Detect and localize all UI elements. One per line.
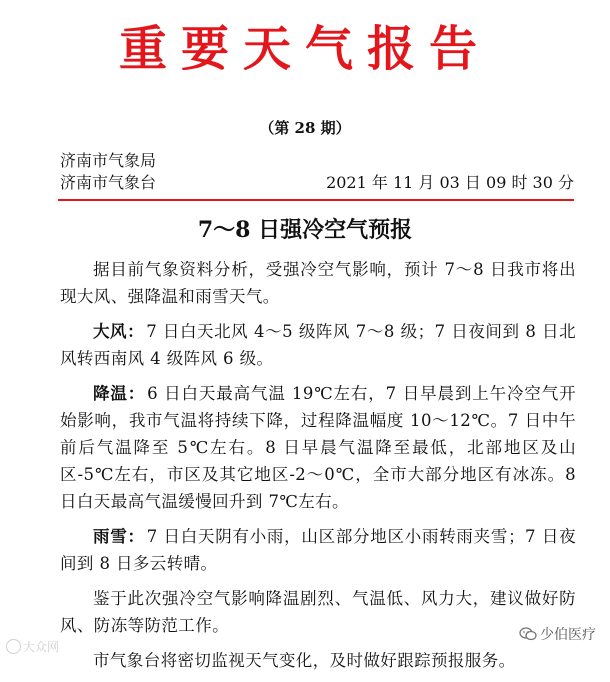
issue-datetime: 2021 年 11 月 03 日 09 时 30 分 [326, 173, 574, 192]
paragraph-wind [60, 318, 576, 372]
report-headline: 7～8 日强冷空气预报 [197, 217, 413, 243]
paragraph-tag-temperature: 降温： [93, 384, 146, 403]
paragraph-text: 市气象台将密切监视天气变化，及时做好跟踪预报服务。 [93, 651, 516, 670]
issuer-observatory: 济南市气象台 [60, 173, 157, 192]
paragraph-text: 6 日白天最高气温 19℃左右，7 日早晨到上午冷空气开始影响，我市气温将持续下降，过程降温幅度 10～12℃。7 日中午前后气温降至 5℃左右。8 日早晨气温降至最低，北部地区及山区-5℃左右，市区及其它地区-2～0℃，全市大部分地区有冰冻。8 日白天最高气温缓慢回升到 7℃左右。 [60, 384, 576, 511]
paragraph-summary [60, 256, 576, 310]
paragraph-advice [60, 585, 576, 639]
report-body [60, 256, 576, 682]
report-masthead-title: 重要天气报告 [118, 21, 491, 77]
red-divider-line [58, 199, 574, 201]
paragraph-tag-wind: 大风： [93, 322, 145, 341]
watermark-left [6, 638, 59, 655]
paragraph-tag-precipitation: 雨雪： [93, 527, 145, 546]
paragraph-temperature [60, 380, 576, 515]
watermark-right [515, 622, 600, 646]
paragraph-text: 7 日白天北风 4～5 级阵风 7～8 级；7 日夜间到 8 日北风转西南风 4 级阵风 6 级。 [60, 322, 576, 368]
paragraph-text: 7 日白天阴有小雨，山区部分地区小雨转雨夹雪；7 日夜间到 8 日多云转晴。 [60, 527, 576, 573]
wechat-icon [519, 627, 537, 641]
paragraph-text: 据目前气象资料分析，受强冷空气影响，预计 7～8 日我市将出现大风、强降温和雨雪天气。 [60, 260, 576, 306]
issue-number: （第 28 期） [259, 119, 351, 137]
paragraph-monitoring [60, 647, 576, 674]
issuer-bureau: 济南市气象局 [60, 151, 157, 170]
watermark-left-text: 大众网 [23, 640, 60, 654]
paragraph-text: 鉴于此次强冷空气影响降温剧烈、气温低、风力大，建议做好防风、防冻等防范工作。 [60, 589, 576, 635]
paragraph-precipitation [60, 523, 576, 577]
watermark-right-text: 少伯医疗 [540, 627, 596, 643]
watermark-logo-icon [6, 639, 21, 654]
